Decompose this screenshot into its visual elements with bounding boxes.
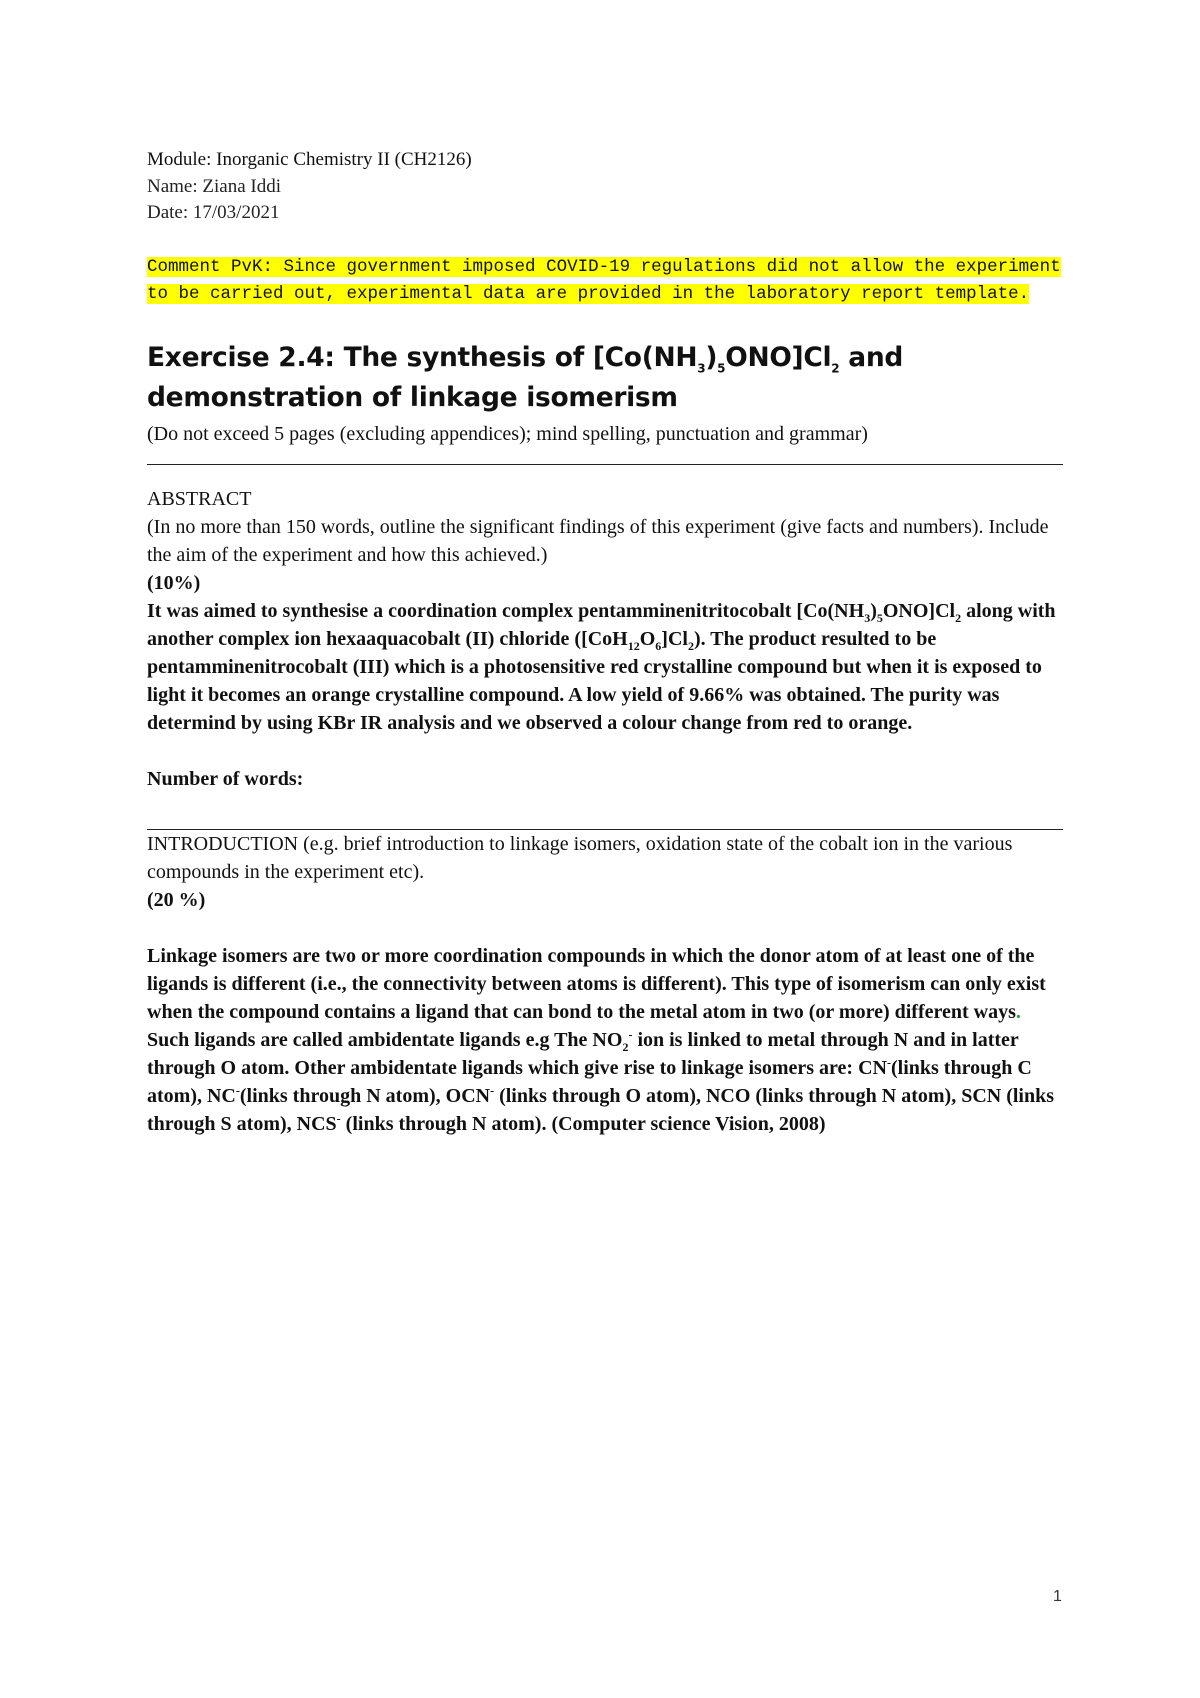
subscript: 2 bbox=[622, 1040, 629, 1054]
introduction-text: Such ligands are called ambidentate ligands e.g The NO bbox=[147, 1029, 623, 1051]
introduction-weight: (20 %) bbox=[147, 889, 206, 911]
abstract-text: ). The product resulted to be pentamminenitrocobalt (III) which is a photosensitive red crystalline compound but when it is exposed to light it becomes an orange crystalline compound. A low yield of 9.66% was obtained. The purity was determind by using KBr IR analysis and we observed a colour change from red to orange. bbox=[147, 628, 1042, 734]
exercise-title-part: Exercise 2.4: The synthesis of [Co(NH bbox=[147, 342, 698, 373]
page-content bbox=[147, 146, 1063, 1138]
introduction-text: Linkage isomers are two or more coordination compounds in which the donor atom of at least one of the ligands is different (i.e., the connectivity between atoms is different). This type of isomerism can only exist when the compound contains a ligand that can bond to the metal atom in two (or more) different ways bbox=[147, 945, 1046, 1023]
exercise-title-part: ONO]Cl bbox=[725, 342, 832, 373]
introduction-text: ion is linked to metal through N and in latter through O atom. Other ambidentate ligands which give rise to linkage isomers are: CN bbox=[147, 1029, 1019, 1079]
introduction-section bbox=[147, 830, 1063, 1138]
subscript: 5 bbox=[876, 611, 883, 625]
subscript: 3 bbox=[864, 611, 871, 625]
page-limit-note: (Do not exceed 5 pages (excluding appendices); mind spelling, punctuation and grammar) bbox=[147, 423, 868, 445]
subscript: 2 bbox=[831, 361, 840, 376]
abstract-weight: (10%) bbox=[147, 572, 201, 594]
abstract-text: ]Cl bbox=[661, 628, 688, 650]
subscript: 12 bbox=[627, 639, 640, 653]
abstract-text: It was aimed to synthesise a coordination complex pentamminenitritocobalt [Co(NH bbox=[147, 600, 865, 622]
introduction-text: (links through N atom). (Computer science Vision, 2008) bbox=[340, 1113, 826, 1135]
abstract-instruction: (In no more than 150 words, outline the significant findings of this experiment (give facts and numbers). Include the aim of the experiment and how this achieved.) bbox=[147, 516, 1049, 566]
comment-highlight: Comment PvK: Since government imposed COVID-19 regulations did not allow the experiment to be carried out, experimental data are provided in the laboratory report template. bbox=[147, 257, 1061, 304]
subscript: 6 bbox=[655, 639, 662, 653]
abstract-text: O bbox=[639, 628, 656, 650]
abstract-section bbox=[147, 485, 1063, 793]
page-number: 1 bbox=[1053, 1588, 1062, 1605]
superscript: - bbox=[628, 1027, 633, 1042]
introduction-instruction: (e.g. brief introduction to linkage isomers, oxidation state of the cobalt ion in the various compounds in the experiment etc). bbox=[147, 833, 1013, 883]
instructor-comment bbox=[147, 254, 1063, 308]
introduction-text: . bbox=[1015, 1001, 1021, 1023]
exercise-title-part: and demonstration of linkage isomerism bbox=[147, 342, 904, 413]
introduction-text: (links through N atom), OCN bbox=[239, 1085, 491, 1107]
module-line: Module: Inorganic Chemistry II (CH2126) bbox=[147, 149, 472, 170]
date-line: Date: 17/03/2021 bbox=[147, 202, 280, 223]
section-divider bbox=[147, 464, 1063, 465]
abstract-body bbox=[147, 597, 1063, 737]
superscript: - bbox=[235, 1083, 240, 1098]
superscript: - bbox=[886, 1055, 891, 1070]
exercise-title-part: ) bbox=[705, 342, 718, 373]
exercise-title bbox=[147, 338, 1063, 418]
introduction-heading: INTRODUCTION bbox=[147, 833, 299, 855]
introduction-paragraph-1 bbox=[147, 942, 1063, 1026]
introduction-heading-line bbox=[147, 830, 1063, 886]
abstract-text: ONO]Cl bbox=[882, 600, 956, 622]
word-count-label: Number of words: bbox=[147, 768, 304, 790]
superscript: - bbox=[490, 1083, 495, 1098]
abstract-text: along with another complex ion hexaaquacobalt (II) chloride ([CoH bbox=[147, 600, 1056, 650]
subscript: 2 bbox=[687, 639, 694, 653]
abstract-text: ) bbox=[870, 600, 877, 622]
superscript: - bbox=[336, 1111, 341, 1126]
subscript: 2 bbox=[955, 611, 962, 625]
subscript: 5 bbox=[717, 361, 726, 376]
introduction-text: (links through C atom), NC bbox=[147, 1057, 1032, 1107]
abstract-heading: ABSTRACT bbox=[147, 488, 252, 510]
subscript: 3 bbox=[697, 361, 706, 376]
introduction-text: (links through O atom), NCO (links through N atom), SCN (links through S atom), NCS bbox=[147, 1085, 1055, 1135]
introduction-paragraph-2 bbox=[147, 1026, 1063, 1138]
name-line: Name: Ziana Iddi bbox=[147, 176, 282, 197]
